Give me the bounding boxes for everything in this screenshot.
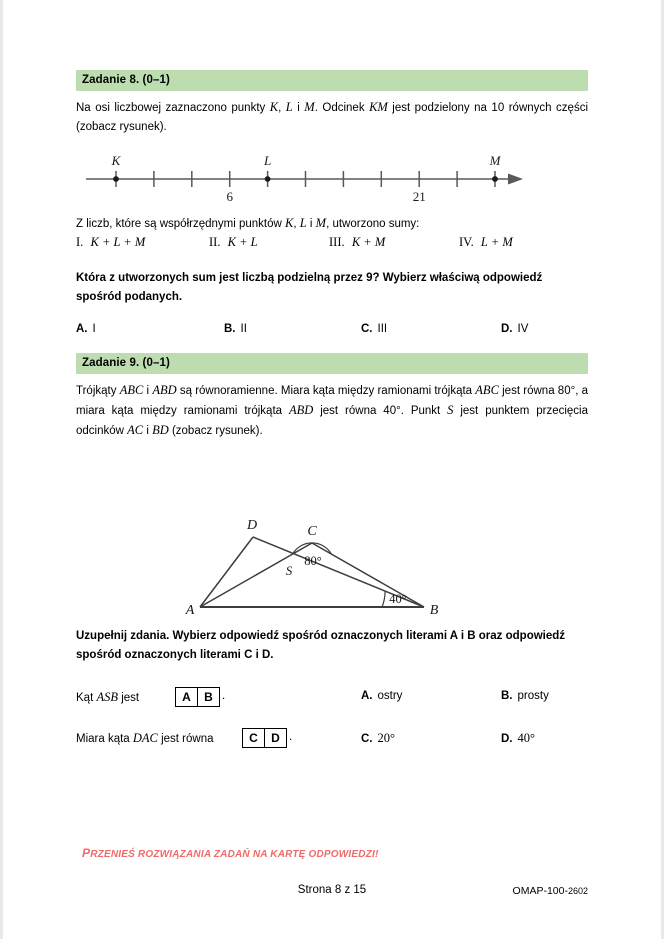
segment-ac <box>200 543 312 607</box>
sentence-1-text <box>76 690 139 705</box>
sep-2: i <box>292 102 305 114</box>
task-8-option-c-label: C. <box>361 323 373 335</box>
answer-box-c[interactable]: C <box>249 731 258 745</box>
t9-p10: (zobacz rysunek). <box>168 425 263 437</box>
sum-numeral-3: III. <box>329 235 345 249</box>
task-8-question-line2: spośród podanych. <box>76 291 183 303</box>
t9-p3: są równoramienne. Miara kąta między ramionami trójkąta <box>176 385 476 397</box>
task-9-answer-c-value: 20° <box>377 731 395 745</box>
task-8-option-c[interactable] <box>361 323 387 335</box>
triangle-figure-svg <box>76 447 588 615</box>
task-9-sentence-2 <box>76 728 588 750</box>
task-8-option-a-value: I <box>92 323 96 335</box>
task-9-answer-d-label: D. <box>501 733 513 745</box>
t9-p4: jest <box>498 385 521 397</box>
sentence-2-text <box>76 731 214 746</box>
task-8-option-c-value: III <box>377 323 388 335</box>
segment-ad <box>200 537 253 607</box>
sum-numeral-1: I. <box>76 235 84 249</box>
sum-expr-2: K + L <box>227 235 258 249</box>
marked-point-l <box>265 176 271 182</box>
sum-item-4 <box>459 235 513 250</box>
transfer-answers-note <box>82 846 378 860</box>
t9-p5: równa 80°, a miara kąta między ramionami trójkąta <box>76 385 589 417</box>
answer-box-a[interactable]: A <box>182 690 191 704</box>
sum-item-2 <box>209 235 258 250</box>
task-9-answer-d[interactable] <box>501 731 535 746</box>
task-9-header: Zadanie 9. (0–1) <box>76 353 588 374</box>
task-9-answer-c[interactable] <box>361 731 395 746</box>
document-code <box>513 885 588 897</box>
t9-p2: i <box>143 385 153 397</box>
numberline-label-l: L <box>263 153 272 168</box>
sum-item-3 <box>329 235 385 250</box>
sum-expr-4: L + M <box>480 235 513 249</box>
point-k-label: K <box>269 100 279 114</box>
t9-p1: Trójkąty <box>76 385 120 397</box>
page-number: Strona 8 z 15 <box>297 884 367 896</box>
vertex-label-a: A <box>185 603 195 615</box>
sums-point-k: K <box>285 216 294 230</box>
task-9-sentence-1 <box>76 687 588 709</box>
triangle-abc-label-1: ABC <box>119 383 144 397</box>
triangle-figure <box>76 447 588 615</box>
vertex-label-d: D <box>246 518 258 533</box>
sums-sep-2: i <box>306 218 316 230</box>
task-9-answer-b-value: prosty <box>517 690 549 702</box>
answer-box-pair-ab[interactable] <box>175 687 220 707</box>
task-9-answer-a-label: A. <box>361 690 373 702</box>
angle-label-c: 80° <box>304 554 322 568</box>
task-9-instruction-line2: odpowiedź spośród oznaczonych literami C i D. <box>76 630 566 661</box>
number-line-svg <box>76 151 536 207</box>
task-8-option-d-label: D. <box>501 323 513 335</box>
task-8-option-b[interactable] <box>224 323 247 335</box>
sums-point-m: M <box>315 216 327 230</box>
triangle-abc-label-2: ABC <box>475 383 499 397</box>
sum-item-1 <box>76 235 145 250</box>
task-8-option-d-value: IV <box>517 323 529 335</box>
vertex-label-s: S <box>285 563 293 578</box>
answer-box-b[interactable]: B <box>197 688 219 706</box>
task-8-intro-part4: części (zobacz rysunek). <box>76 102 588 133</box>
task-8-option-d[interactable] <box>501 323 528 335</box>
task-8-option-a-label: A. <box>76 323 88 335</box>
answer-box-d[interactable]: D <box>264 729 286 747</box>
sep-1: , <box>278 102 286 114</box>
sum-expr-1: K + L + M <box>90 235 146 249</box>
angle-arc-c <box>293 543 332 554</box>
task-8-block <box>76 70 588 339</box>
task-9-instruction-line1: Uzupełnij zdania. Wybierz odpowiedź spośród oznaczonych literami A i B oraz <box>76 630 503 642</box>
segment-km-label: KM <box>369 100 388 114</box>
t9-p7: jest <box>453 405 479 417</box>
task-8-question <box>76 269 588 307</box>
task-8-intro-part1: Na osi liczbowej zaznaczono punkty <box>76 102 270 114</box>
sum-expr-3: K + M <box>351 235 386 249</box>
task-8-intro <box>76 98 588 137</box>
t9-p6: jest równa 40°. Punkt <box>313 405 448 417</box>
task-9-answer-a-value: ostry <box>377 690 403 702</box>
numberline-value-21: 21 <box>412 189 426 204</box>
point-m-label: M <box>304 100 315 114</box>
point-l-label: L <box>285 100 293 114</box>
sentence-2-suffix: . <box>289 731 293 743</box>
angle-asb-label: ASB <box>96 690 118 704</box>
task-9-block <box>76 353 588 750</box>
segment-ac-label: AC <box>127 423 144 437</box>
triangle-abd-label-2: ABD <box>288 403 314 417</box>
sentence-1-middle: jest <box>118 692 140 704</box>
numberline-value-6: 6 <box>226 189 233 204</box>
transfer-note-capital: P <box>82 846 91 860</box>
task-9-answer-a[interactable] <box>361 690 402 702</box>
sentence-2-prefix: Miara kąta <box>76 733 133 745</box>
triangle-abd-label-1: ABD <box>152 383 177 397</box>
task-9-answer-b[interactable] <box>501 690 549 702</box>
point-s-label: S <box>447 403 454 417</box>
numberline-label-m: M <box>489 153 501 168</box>
angle-label-b: 40° <box>389 592 407 606</box>
task-8-options <box>76 323 588 339</box>
angle-dac-label: DAC <box>132 731 158 745</box>
document-code-suffix: 2602 <box>567 886 588 896</box>
document-code-main: OMAP-100- <box>512 885 568 897</box>
task-9-instruction <box>76 627 588 665</box>
axis-arrow-icon <box>508 174 523 185</box>
task-9-answer-b-label: B. <box>501 690 513 702</box>
sentence-2-middle: jest równa <box>157 733 214 745</box>
transfer-note-text: RZENIEŚ ROZWIĄZANIA ZADAŃ NA KARTĘ ODPOWIEDZI! <box>90 849 379 860</box>
task-8-question-line1: Która z utworzonych sum jest liczbą podzielną przez 9? Wybierz właściwą odpowiedź <box>76 272 543 284</box>
sums-intro-part1: Z liczb, które są współrzędnymi punktów <box>76 218 285 230</box>
number-line-figure <box>76 151 588 207</box>
sums-point-l: L <box>299 216 307 230</box>
t9-p8: punktem przecięcia odcinków <box>76 405 588 437</box>
sentence-1-suffix: . <box>222 690 226 702</box>
task-9-intro <box>76 381 588 441</box>
task-8-header: Zadanie 8. (0–1) <box>76 70 588 91</box>
segment-cb <box>312 543 424 607</box>
task-8-intro-part2: . Odcinek <box>314 102 370 114</box>
angle-arc-b <box>382 591 385 607</box>
task-8-sums-list <box>76 235 588 253</box>
task-8-sums-intro <box>76 214 588 234</box>
task-9-answer-d-value: 40° <box>517 731 535 745</box>
marked-point-k <box>113 176 119 182</box>
vertex-label-b: B <box>429 603 439 615</box>
task-8-option-a[interactable] <box>76 323 96 335</box>
page-left-edge <box>0 0 3 939</box>
t9-p9: i <box>143 425 153 437</box>
numberline-label-k: K <box>111 153 121 168</box>
segment-bd-label: BD <box>152 423 169 437</box>
task-9-answer-c-label: C. <box>361 733 373 745</box>
marked-point-m <box>492 176 498 182</box>
sums-sep-1: , <box>293 218 300 230</box>
sum-numeral-2: II. <box>209 235 221 249</box>
task-8-intro-part3: jest podzielony na 10 równych <box>387 102 552 114</box>
vertex-label-c: C <box>307 524 317 539</box>
answer-box-pair-cd[interactable] <box>242 728 287 748</box>
sum-numeral-4: IV. <box>459 235 474 249</box>
task-8-option-b-label: B. <box>224 323 236 335</box>
sums-intro-part2: , utworzono sumy: <box>326 218 420 230</box>
sentence-1-prefix: Kąt <box>76 692 97 704</box>
task-8-option-b-value: II <box>240 323 247 335</box>
